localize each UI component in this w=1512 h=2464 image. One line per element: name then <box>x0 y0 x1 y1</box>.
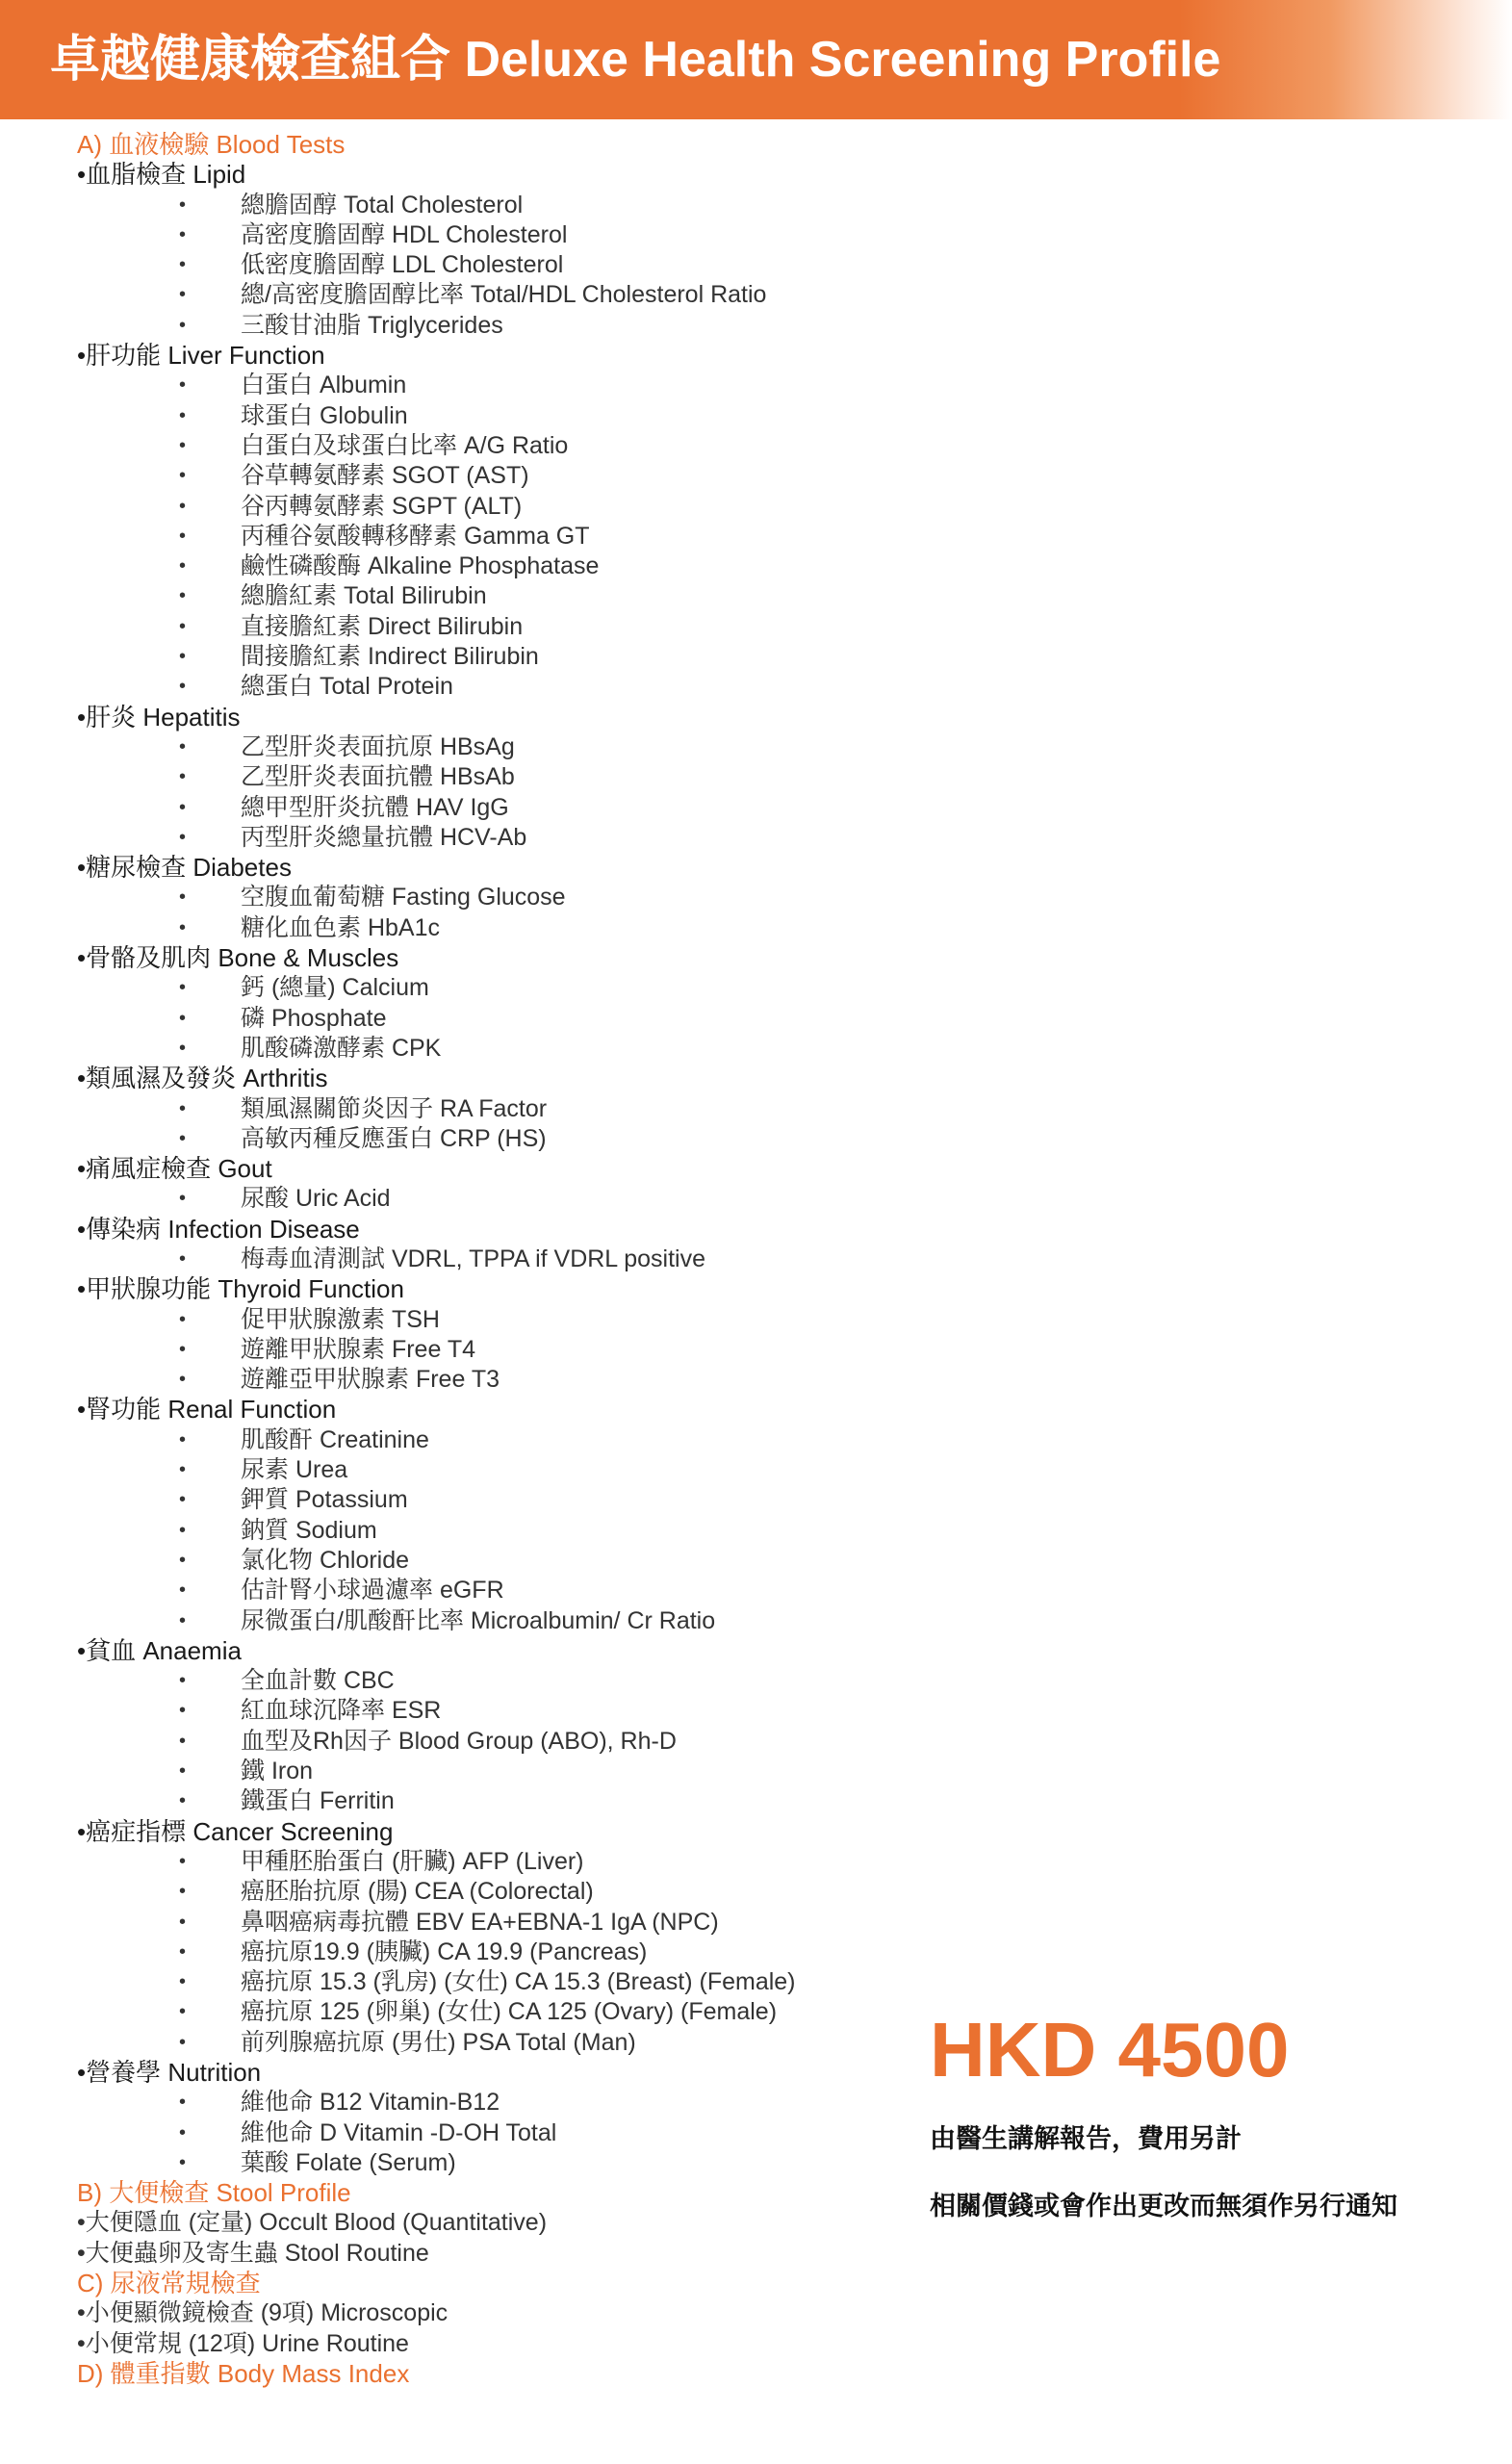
list-item <box>77 1425 924 1455</box>
list-item-label: 類風濕關節炎因子 RA Factor <box>241 1094 548 1122</box>
list-item <box>77 1124 924 1154</box>
list-item: •小便常規 (12項) Urine Routine <box>77 2329 409 2357</box>
list-item <box>77 2148 924 2178</box>
bullet-icon: • <box>179 1670 187 1692</box>
list-item <box>77 1606 924 1636</box>
list-item-label: 維他命 B12 Vitamin-B12 <box>241 2089 500 2117</box>
header-banner <box>0 0 1512 119</box>
bullet-icon: • <box>179 585 187 607</box>
list-item <box>77 1335 924 1365</box>
bullet-icon: • <box>179 1428 187 1450</box>
list-item-label: 鈣 (總量) Calcium <box>241 974 429 1002</box>
list-item-label: 癌抗原19.9 (胰臟) CA 19.9 (Pancreas) <box>241 1938 648 1965</box>
list-item-label: 谷丙轉氨酵素 SGPT (ALT) <box>241 492 523 520</box>
list-item-label: 鼻咽癌病毒抗體 EBV EA+EBNA-1 IgA (NPC) <box>241 1908 719 1936</box>
bullet-icon: • <box>179 2092 187 2114</box>
group-title: •肝功能 Liver Function <box>77 341 325 371</box>
list-item-label: 癌胚胎抗原 (腸) CEA (Colorectal) <box>241 1878 594 1906</box>
list-item-label: 前列腺癌抗原 (男仕) PSA Total (Man) <box>241 2028 636 2056</box>
list-item-label: 血型及Rh因子 Blood Group (ABO), Rh-D <box>241 1727 677 1755</box>
bullet-icon: • <box>179 916 187 938</box>
list-item <box>77 973 924 1003</box>
bullet-icon: • <box>179 1007 187 1029</box>
bullet-icon: • <box>179 1940 187 1963</box>
bullet-icon: • <box>179 1459 187 1481</box>
bullet-icon: • <box>179 434 187 456</box>
list-item <box>77 1305 924 1335</box>
note-price-change: 相關價錢或會作出更改而無須作另行通知 <box>930 2192 1397 2220</box>
list-item-label: 丙型肝炎總量抗體 HCV-Ab <box>241 823 527 851</box>
bullet-icon: • <box>179 2031 187 2053</box>
list-item <box>77 1727 924 1757</box>
bullet-icon: • <box>179 766 187 788</box>
list-item <box>77 612 924 642</box>
bullet-icon: • <box>179 1911 187 1933</box>
list-item <box>77 280 924 310</box>
list-item <box>77 2088 924 2118</box>
bullet-icon: • <box>179 1971 187 1993</box>
list-item-label: 全血計數 CBC <box>241 1667 395 1695</box>
list-item <box>77 672 924 702</box>
bullet-icon: • <box>179 886 187 909</box>
section-title: A) 血液檢驗 Blood Tests <box>77 130 346 159</box>
list-item-label: 直接膽紅素 Direct Bilirubin <box>241 612 524 640</box>
group-title: •痛風症檢查 Gout <box>77 1154 272 1184</box>
bullet-icon: • <box>179 1730 187 1752</box>
list-item-label: 癌抗原 15.3 (乳房) (女仕) CA 15.3 (Breast) (Female) <box>241 1968 796 1996</box>
list-item <box>77 1485 924 1515</box>
list-item-label: 間接膽紅素 Indirect Bilirubin <box>241 643 539 671</box>
list-item-label: 促甲狀腺激素 TSH <box>241 1305 440 1333</box>
bullet-icon: • <box>179 465 187 487</box>
list-item-label: 氯化物 Chloride <box>241 1546 410 1574</box>
list-item-label: 遊離亞甲狀腺素 Free T3 <box>241 1366 500 1394</box>
list-item <box>77 492 924 522</box>
list-item-label: 梅毒血清測試 VDRL, TPPA if VDRL positive <box>241 1245 705 1272</box>
list-item-label: 尿素 Urea <box>241 1456 348 1484</box>
bullet-icon: • <box>179 193 187 216</box>
list-item <box>77 1094 924 1124</box>
list-item-label: 總蛋白 Total Protein <box>241 673 453 701</box>
list-item <box>77 1004 924 1034</box>
list-item <box>77 1516 924 1546</box>
list-item-label: 紅血球沉降率 ESR <box>241 1697 442 1725</box>
list-item-label: 總膽固醇 Total Cholesterol <box>241 191 524 218</box>
list-item-label: 高密度膽固醇 HDL Cholesterol <box>241 220 568 248</box>
bullet-icon: • <box>179 1037 187 1059</box>
list-item <box>77 883 924 912</box>
bullet-icon: • <box>179 1369 187 1391</box>
bullet-icon: • <box>179 223 187 245</box>
bullet-icon: • <box>179 796 187 818</box>
bullet-icon: • <box>179 1489 187 1511</box>
list-item-label: 遊離甲狀腺素 Free T4 <box>241 1335 476 1363</box>
list-item-label: 球蛋白 Globulin <box>241 401 408 429</box>
list-item <box>77 1908 924 1938</box>
list-item <box>77 2118 924 2148</box>
list-item <box>77 311 924 341</box>
bullet-icon: • <box>179 1097 187 1119</box>
bullet-icon: • <box>179 1338 187 1360</box>
list-item-label: 鉀質 Potassium <box>241 1486 408 1514</box>
bullet-icon: • <box>179 646 187 668</box>
bullet-icon: • <box>179 2001 187 2023</box>
list-item-label: 白蛋白 Albumin <box>241 372 407 399</box>
list-item <box>77 793 924 823</box>
list-item <box>77 1757 924 1786</box>
list-item-label: 磷 Phosphate <box>241 1004 387 1032</box>
bullet-icon: • <box>179 555 187 578</box>
bullet-icon: • <box>179 284 187 306</box>
list-item-label: 維他命 D Vitamin -D-OH Total <box>241 2118 557 2146</box>
bullet-icon: • <box>179 404 187 426</box>
bullet-icon: • <box>179 826 187 848</box>
bullet-icon: • <box>179 615 187 637</box>
list-item <box>77 581 924 611</box>
group-title: •糖尿檢查 Diabetes <box>77 853 292 883</box>
list-item <box>77 1847 924 1877</box>
list-item <box>77 1877 924 1907</box>
bullet-icon: • <box>179 1188 187 1210</box>
bullet-icon: • <box>179 374 187 397</box>
note-report-fee: 由醫生講解報告，費用另計 <box>930 2124 1242 2153</box>
bullet-icon: • <box>179 314 187 336</box>
list-item <box>77 1365 924 1395</box>
list-item <box>77 762 924 792</box>
group-title: •傳染病 Infection Disease <box>77 1214 360 1244</box>
list-item-label: 估計腎小球過濾率 eGFR <box>241 1577 504 1604</box>
bullet-icon: • <box>179 676 187 698</box>
bullet-icon: • <box>179 1549 187 1571</box>
list-item <box>77 1967 924 1997</box>
group-title: •營養學 Nutrition <box>77 2058 262 2087</box>
section-title: D) 體重指數 Body Mass Index <box>77 2358 410 2388</box>
group-title: •肝炎 Hepatitis <box>77 702 241 732</box>
list-item-label: 空腹血葡萄糖 Fasting Glucose <box>241 884 566 911</box>
list-item <box>77 1184 924 1214</box>
list-item <box>77 431 924 461</box>
list-item <box>77 642 924 672</box>
bullet-icon: • <box>179 1760 187 1783</box>
list-item-label: 乙型肝炎表面抗原 HBsAg <box>241 732 515 760</box>
list-item-label: 肌酸酐 Creatinine <box>241 1425 429 1453</box>
bullet-icon: • <box>179 1247 187 1270</box>
list-item <box>77 732 924 762</box>
bullet-icon: • <box>179 1127 187 1149</box>
list-item-label: 乙型肝炎表面抗體 HBsAb <box>241 763 515 791</box>
bullet-icon: • <box>179 1519 187 1541</box>
group-title: •腎功能 Renal Function <box>77 1395 337 1424</box>
group-title: •類風濕及發炎 Arthritis <box>77 1064 328 1093</box>
bullet-icon: • <box>179 735 187 757</box>
list-item <box>77 191 924 220</box>
list-item-label: 鈉質 Sodium <box>241 1516 377 1544</box>
bullet-icon: • <box>179 1850 187 1872</box>
list-item-label: 癌抗原 125 (卵巢) (女仕) CA 125 (Ovary) (Female) <box>241 1998 778 2026</box>
bullet-icon: • <box>179 525 187 547</box>
list-item-label: 鐵蛋白 Ferritin <box>241 1787 395 1815</box>
bullet-icon: • <box>179 1609 187 1631</box>
list-item: •小便顯微鏡檢查 (9項) Microscopic <box>77 2299 448 2327</box>
list-item: •大便隱血 (定量) Occult Blood (Quantitative) <box>77 2209 548 2237</box>
list-item <box>77 2028 924 2058</box>
list-item <box>77 1786 924 1816</box>
group-title: •貧血 Anaemia <box>77 1635 242 1665</box>
list-item-label: 丙種谷氨酸轉移酵素 Gamma GT <box>241 522 590 550</box>
bullet-icon: • <box>179 1579 187 1602</box>
bullet-icon: • <box>179 1881 187 1903</box>
group-title: •癌症指標 Cancer Screening <box>77 1816 394 1846</box>
list-item-label: 肌酸磷激酵素 CPK <box>241 1034 442 1062</box>
bullet-icon: • <box>179 2151 187 2173</box>
list-item: •大便蟲卵及寄生蟲 Stool Routine <box>77 2239 429 2267</box>
list-item <box>77 552 924 581</box>
group-title: •血脂檢查 Lipid <box>77 160 246 190</box>
bullet-icon: • <box>179 254 187 276</box>
list-item <box>77 1455 924 1485</box>
list-item-label: 鹼性磷酸酶 Alkaline Phosphatase <box>241 552 600 580</box>
bullet-icon: • <box>179 1790 187 1812</box>
list-item <box>77 1245 924 1274</box>
bullet-icon: • <box>179 977 187 999</box>
group-title: •甲狀腺功能 Thyroid Function <box>77 1274 404 1304</box>
list-item-label: 鐵 Iron <box>241 1758 314 1785</box>
bullet-icon: • <box>179 495 187 517</box>
list-item <box>77 913 924 943</box>
bullet-icon: • <box>179 1700 187 1722</box>
list-item <box>77 1997 924 2027</box>
list-item-label: 尿酸 Uric Acid <box>241 1185 391 1213</box>
list-item <box>77 220 924 250</box>
list-item <box>77 1666 924 1696</box>
list-item-label: 三酸甘油脂 Triglycerides <box>241 311 503 339</box>
page-title: 卓越健康檢查組合 Deluxe Health Screening Profile <box>50 32 1221 88</box>
list-item-label: 白蛋白及球蛋白比率 A/G Ratio <box>241 431 569 459</box>
list-item-label: 谷草轉氨酵素 SGOT (AST) <box>241 462 529 490</box>
screening-list <box>77 130 924 2389</box>
list-item-label: 總甲型肝炎抗體 HAV IgG <box>241 793 509 821</box>
bullet-icon: • <box>179 1308 187 1330</box>
list-item <box>77 1576 924 1605</box>
list-item-label: 高敏丙種反應蛋白 CRP (HS) <box>241 1124 547 1152</box>
group-title: •骨骼及肌肉 Bone & Muscles <box>77 943 399 973</box>
list-item <box>77 250 924 280</box>
list-item <box>77 1034 924 1064</box>
list-item <box>77 1938 924 1967</box>
price-label: HKD 4500 <box>930 2007 1290 2092</box>
list-item <box>77 522 924 552</box>
list-item-label: 糖化血色素 HbA1c <box>241 913 440 941</box>
list-item <box>77 823 924 853</box>
list-item-label: 低密度膽固醇 LDL Cholesterol <box>241 251 564 279</box>
list-item <box>77 1696 924 1726</box>
list-item <box>77 401 924 431</box>
section-title: C) 尿液常規檢查 <box>77 2269 261 2298</box>
list-item-label: 總膽紅素 Total Bilirubin <box>241 582 487 610</box>
list-item-label: 尿微蛋白/肌酸酐比率 Microalbumin/ Cr Ratio <box>241 1606 716 1634</box>
list-item-label: 葉酸 Folate (Serum) <box>241 2148 456 2176</box>
section-title: B) 大便檢查 Stool Profile <box>77 2178 351 2208</box>
list-item-label: 甲種胚胎蛋白 (肝臟) AFP (Liver) <box>241 1847 584 1875</box>
list-item <box>77 1546 924 1576</box>
bullet-icon: • <box>179 2121 187 2143</box>
list-item <box>77 371 924 400</box>
list-item-label: 總/高密度膽固醇比率 Total/HDL Cholesterol Ratio <box>241 281 767 309</box>
list-item <box>77 461 924 491</box>
